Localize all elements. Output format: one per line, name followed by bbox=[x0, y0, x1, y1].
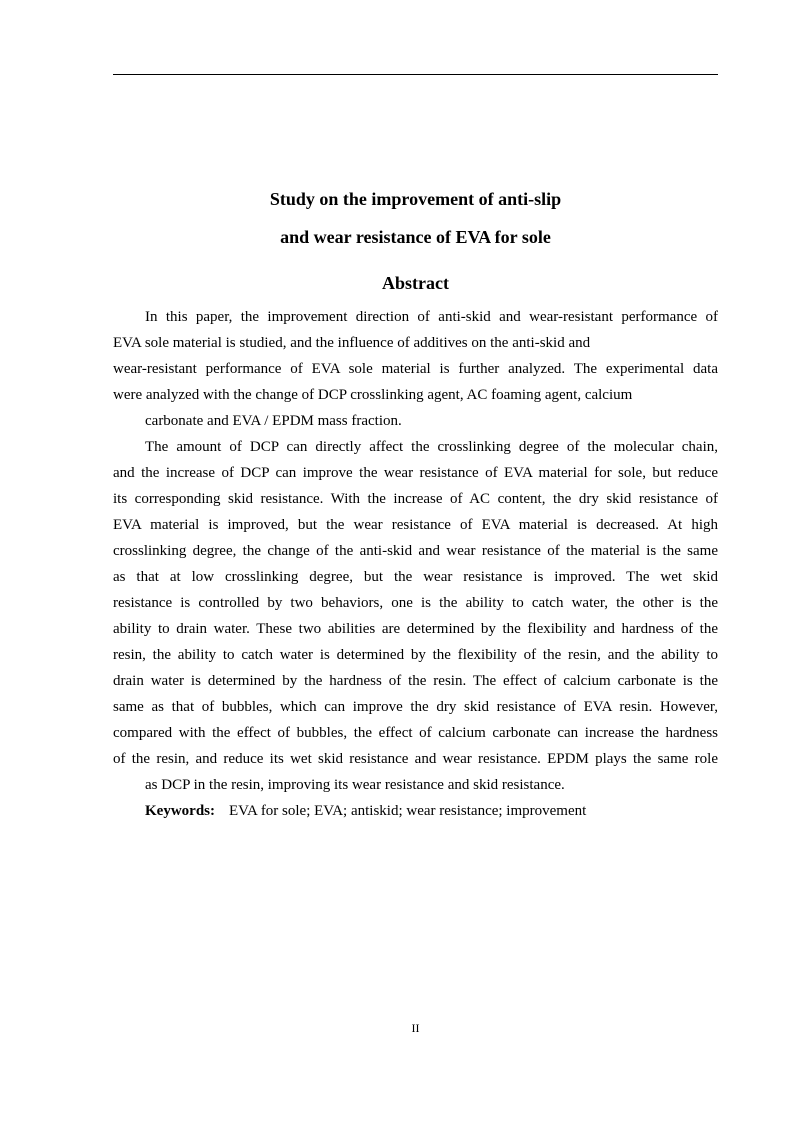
text-line: ability to drain water. These two abilities are determined by the flexibility and hardness of the bbox=[113, 621, 718, 637]
text-line: carbonate and EVA / EPDM mass fraction. bbox=[145, 413, 402, 429]
paper-title bbox=[113, 186, 718, 250]
abstract-heading: Abstract bbox=[382, 273, 449, 293]
text-line: The amount of DCP can directly affect the crosslinking degree of the molecular chain, bbox=[145, 439, 718, 455]
text-line: EVA material is improved, but the wear resistance of EVA material is decreased. At high bbox=[113, 517, 718, 533]
abstract-body bbox=[113, 304, 718, 824]
keywords bbox=[113, 798, 718, 824]
keywords-label: Keywords: bbox=[145, 803, 215, 819]
text-line: drain water is determined by the hardness of the resin. The effect of calcium carbonate is the bbox=[113, 673, 718, 689]
text-line: resistance is controlled by two behaviors, one is the ability to catch water, the other is the bbox=[113, 595, 718, 611]
page-number: II bbox=[411, 1021, 420, 1035]
text-line: resin, the ability to catch water is determined by the flexibility of the resin, and the ability to bbox=[113, 647, 718, 663]
abstract-paragraph-2 bbox=[113, 434, 718, 798]
text-line: In this paper, the improvement direction of anti-skid and wear-resistant performance of bbox=[145, 309, 718, 325]
title-line-1: Study on the improvement of anti-slip bbox=[269, 189, 562, 209]
text-line: of the resin, and reduce its wet skid resistance and wear resistance. EPDM plays the same role bbox=[113, 751, 718, 767]
text-line: and the increase of DCP can improve the wear resistance of EVA material for sole, but reduce bbox=[113, 465, 718, 481]
keywords-value: EVA for sole; EVA; antiskid; wear resistance; improvement bbox=[229, 803, 587, 819]
title-line-2: and wear resistance of EVA for sole bbox=[280, 227, 551, 247]
text-line: as DCP in the resin, improving its wear resistance and skid resistance. bbox=[145, 777, 565, 793]
text-line: its corresponding skid resistance. With the increase of AC content, the dry skid resistance of bbox=[113, 491, 718, 507]
text-line: as that at low crosslinking degree, but the wear resistance is improved. The wet skid bbox=[113, 569, 718, 585]
text-line: compared with the effect of bubbles, the effect of calcium carbonate can increase the hardness bbox=[113, 725, 718, 741]
text-line: crosslinking degree, the change of the anti-skid and wear resistance of the material is the same bbox=[113, 543, 718, 559]
text-line: same as that of bubbles, which can improve the dry skid resistance of EVA resin. However, bbox=[113, 699, 718, 715]
text-line: EVA sole material is studied, and the influence of additives on the anti-skid and bbox=[113, 335, 591, 351]
text-line: wear-resistant performance of EVA sole material is further analyzed. The experimental data bbox=[113, 361, 718, 377]
text-line: were analyzed with the change of DCP crosslinking agent, AC foaming agent, calcium bbox=[113, 387, 633, 403]
header-rule bbox=[113, 74, 718, 75]
abstract-paragraph-1 bbox=[113, 304, 718, 434]
